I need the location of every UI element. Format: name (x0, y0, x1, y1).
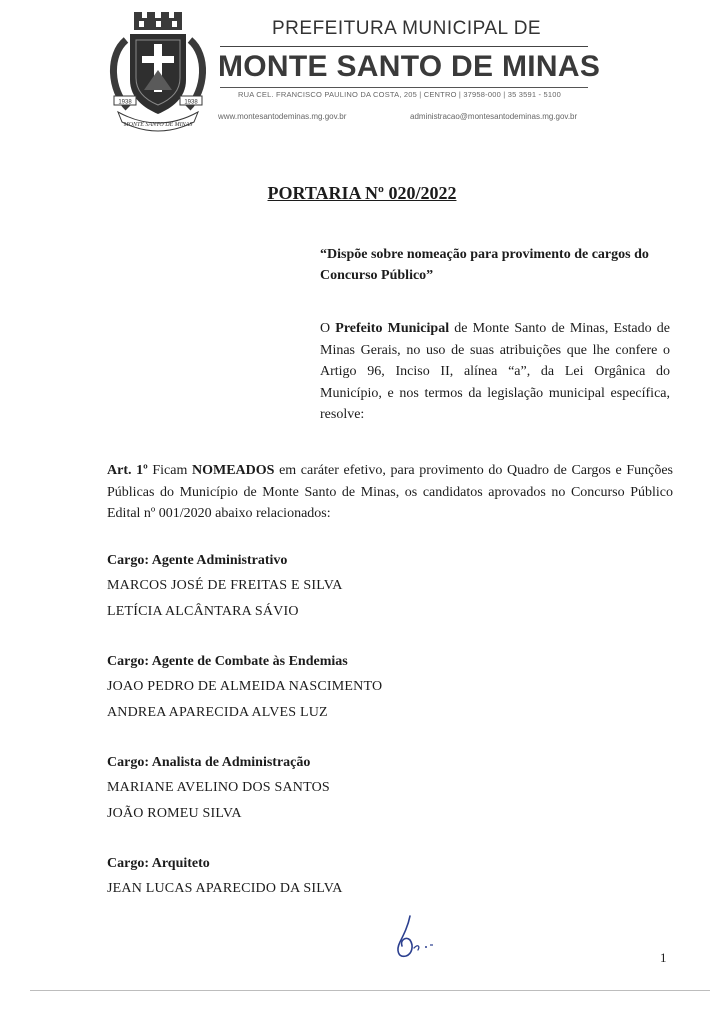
letterhead-rule-top (220, 46, 588, 47)
letterhead-line1: PREFEITURA MUNICIPAL DE (272, 18, 542, 39)
page-bottom-rule (30, 990, 710, 991)
cargo-title: Cargo: Analista de Administração (107, 755, 311, 770)
preamble-bold: Prefeito Municipal (335, 321, 450, 336)
nominee-name: JOAO PEDRO DE ALMEIDA NASCIMENTO (107, 679, 383, 694)
crest-banner-left: 1938 (118, 99, 132, 106)
nominee-name: JOÃO ROMEU SILVA (107, 806, 242, 821)
cargo-group (107, 852, 673, 902)
cargo-title: Cargo: Agente de Combate às Endemias (107, 654, 348, 669)
cargo-group (107, 751, 673, 827)
letterhead (0, 0, 724, 140)
nominee-name: JEAN LUCAS APARECIDO DA SILVA (107, 881, 343, 896)
letterhead-email: administracao@montesantodeminas.mg.gov.br (410, 112, 578, 121)
cargo-group (107, 549, 673, 625)
article-label: Art. 1º (107, 463, 148, 478)
letterhead-address: RUA CEL. FRANCISCO PAULINO DA COSTA, 205 | CENTRO | 37958-000 | 35 3591 - 5100 (238, 90, 561, 99)
document-title: PORTARIA Nº 020/2022 (267, 183, 457, 203)
preamble (320, 318, 670, 426)
ementa: “Dispõe sobre nomeação para provimento de cargos do Concurso Público” (320, 247, 649, 283)
cargo-group (107, 650, 673, 726)
municipal-crest (104, 10, 212, 132)
article-lead: Ficam (147, 463, 192, 478)
nominee-name: LETÍCIA ALCÂNTARA SÁVIO (107, 604, 299, 619)
cargo-title: Cargo: Arquiteto (107, 856, 210, 871)
preamble-before: O (320, 321, 336, 336)
crest-ribbon-text: MONTE SANTO DE MINAS (123, 122, 193, 128)
nominee-name: MARIANE AVELINO DOS SANTOS (107, 780, 330, 795)
article-bold: NOMEADOS (191, 463, 275, 478)
nominee-name: ANDREA APARECIDA ALVES LUZ (107, 705, 328, 720)
nominee-name: MARCOS JOSÉ DE FREITAS E SILVA (107, 578, 343, 593)
letterhead-line2: MONTE SANTO DE MINAS (218, 50, 601, 83)
article-1 (107, 460, 673, 525)
initials-signature (390, 912, 436, 962)
page-number: 1 (660, 950, 667, 965)
letterhead-rule-bottom (220, 87, 588, 88)
letterhead-website: www.montesantodeminas.mg.gov.br (218, 112, 347, 121)
crest-banner-right: 1938 (184, 99, 198, 106)
preamble-after: de Monte Santo de Minas, Estado de Minas Gerais, no uso de suas atribuições que lhe confere o Artigo 96, Inciso II, alínea “a”, da Lei Orgânica do Município, e nos termos da legislação municipal específica, resolve: (320, 321, 671, 422)
cargo-list (107, 549, 673, 927)
cargo-title: Cargo: Agente Administrativo (107, 553, 288, 568)
article-text: em caráter efetivo, para provimento do Quadro de Cargos e Funções Públicas do Município de Monte Santo de Minas, os candidatos aprovados no Concurso Público Edital nº 001/2020 abaixo relacionados: (107, 463, 673, 521)
